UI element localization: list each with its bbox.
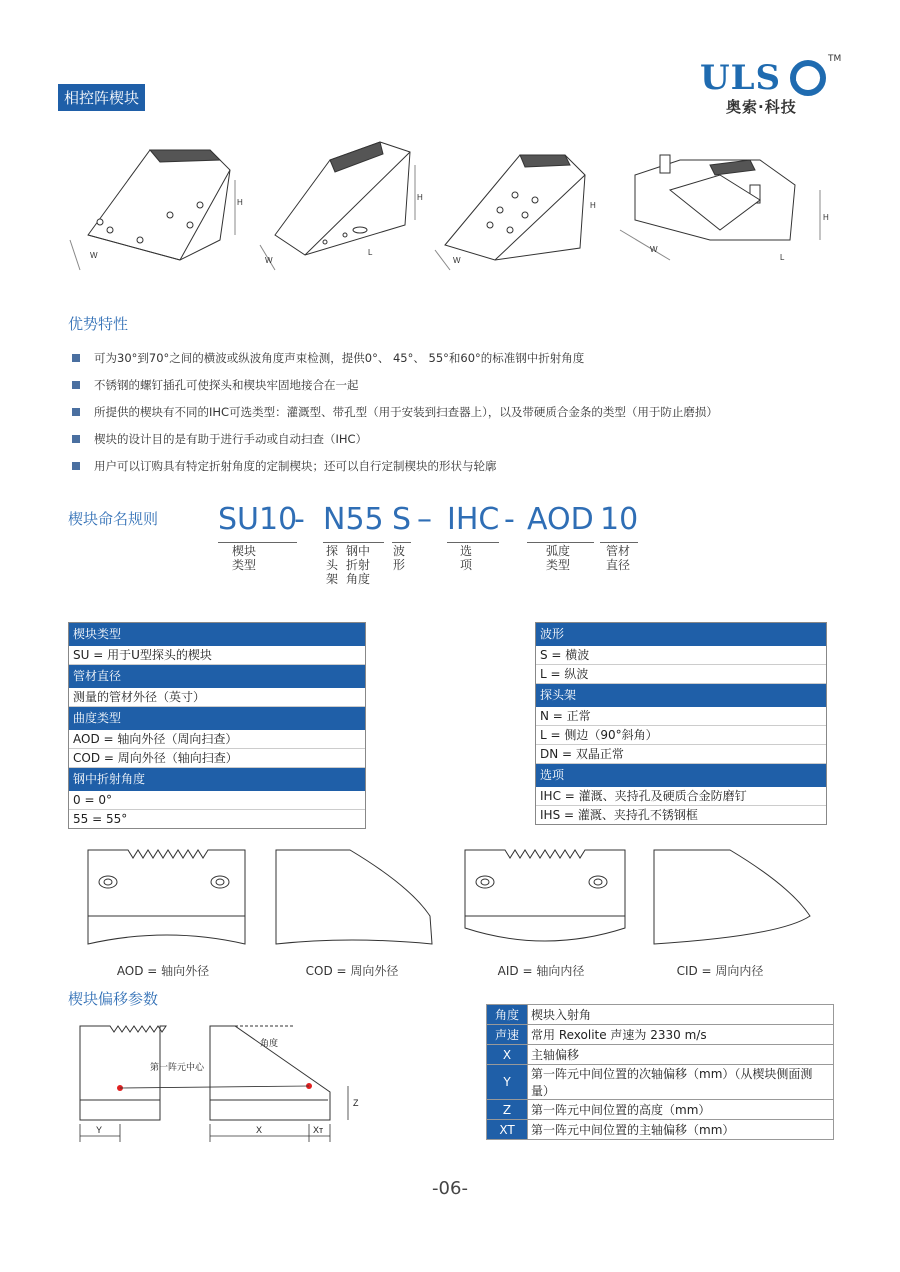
center-label: 第一阵元中心 xyxy=(150,1062,205,1072)
wedge-illustrations xyxy=(60,130,860,290)
list-item: 楔块的设计目的是有助于进行手动或自动扫查（IHC） xyxy=(72,429,872,456)
wedge-drawing-2 xyxy=(260,142,415,270)
label-wedge-type: 楔块 类型 xyxy=(232,544,257,572)
table-row: COD = 周向外径（轴向扫查） xyxy=(69,749,365,768)
dim-w-4: W xyxy=(650,245,658,254)
table-row: 0 = 0° xyxy=(69,791,365,810)
left-spec-table xyxy=(68,622,366,829)
caption-cod: COD = 周向外径 xyxy=(305,964,399,978)
table-row: XT 第一阵元中间位置的主轴偏移（mm） xyxy=(487,1120,834,1140)
code-su10: SU10 xyxy=(218,502,297,537)
x-label: X xyxy=(256,1125,263,1135)
caption-aid: AID = 轴向内径 xyxy=(497,964,585,978)
y-label: Y xyxy=(96,1125,103,1135)
trademark: TM xyxy=(828,54,842,64)
bullet-square-icon xyxy=(72,408,80,416)
label-refraction-angle: 钢中 折射 角度 xyxy=(346,544,371,586)
code-dash-2: – xyxy=(417,502,432,537)
offset-diagram xyxy=(70,1012,370,1152)
table-row: L = 侧边（90°斜角） xyxy=(536,726,826,745)
table-row: 55 = 55° xyxy=(73,812,128,826)
label-wave-type: 波 形 xyxy=(393,544,406,572)
dim-h-1: H xyxy=(237,198,243,207)
advantages-list xyxy=(72,348,872,483)
shape-cid xyxy=(654,850,810,944)
caption-aod: AOD = 轴向外径 xyxy=(116,964,210,978)
wedge-drawing-3 xyxy=(435,155,585,270)
table-row: AOD = 轴向外径（周向扫查） xyxy=(69,730,365,749)
code-s: S xyxy=(392,502,411,537)
table-row: S = 横波 xyxy=(536,646,826,665)
code-dash-1: - xyxy=(294,502,305,537)
dim-w-2: W xyxy=(265,256,273,265)
z-label: Z xyxy=(353,1098,359,1108)
naming-heading: 楔块命名规则 xyxy=(68,510,159,528)
table-row: DN = 双晶正常 xyxy=(536,745,826,764)
table-row: IHC = 灌溉、夹持孔及硬质合金防磨钉 xyxy=(536,787,826,806)
table-row: Z 第一阵元中间位置的高度（mm） xyxy=(487,1100,834,1120)
list-item: 可为30°到70°之间的横波或纵波角度声束检测，提供0°、 45°、 55°和60°的标准钢中折射角度 xyxy=(72,348,872,375)
table-header: 管材直径 xyxy=(69,665,365,688)
table-header: 曲度类型 xyxy=(69,707,365,730)
label-probe-holder: 探 头 架 xyxy=(326,544,339,586)
code-diameter: 10 xyxy=(600,502,638,537)
table-row: 声速 常用 Rexolite 声速为 2330 m/s xyxy=(487,1025,834,1045)
dim-w-1: W xyxy=(90,251,98,260)
list-item: 所提供的楔块有不同的IHC可选类型：灌溉型、带孔型（用于安装到扫查器上），以及带硬质合金条的类型（用于防止磨损） xyxy=(72,402,872,429)
table-row: Y 第一阵元中间位置的次轴偏移（mm）（从楔块侧面测量） xyxy=(487,1065,834,1100)
code-ihc: IHC xyxy=(447,502,499,537)
table-row: SU = 用于U型探头的楔块 xyxy=(69,646,365,665)
dim-h-3: H xyxy=(590,201,596,210)
code-aod: AOD xyxy=(527,502,594,537)
curvature-shapes xyxy=(80,846,820,956)
list-item: 不锈钢的螺钉插孔可使探头和楔块牢固地接合在一起 xyxy=(72,375,872,402)
xt-label: Xт xyxy=(313,1125,324,1135)
offset-heading: 楔块偏移参数 xyxy=(68,990,159,1008)
table-header: 探头架 xyxy=(536,684,826,707)
dim-h-4: H xyxy=(823,213,829,222)
shape-cod xyxy=(276,850,432,944)
page-number: -06- xyxy=(432,1178,468,1199)
dim-l-2: L xyxy=(368,248,373,257)
code-dash-3: - xyxy=(504,502,515,537)
shape-aod xyxy=(88,850,245,944)
table-row: 角度 楔块入射角 xyxy=(487,1005,834,1025)
logo-wave-icon xyxy=(788,60,830,96)
label-curvature-type: 弧度 类型 xyxy=(546,544,571,572)
list-item: 用户可以订购具有特定折射角度的定制楔块；还可以自行定制楔块的形状与轮廓 xyxy=(72,456,872,483)
company-logo xyxy=(700,54,850,118)
right-spec-table xyxy=(535,622,827,825)
table-header: 波形 xyxy=(536,623,826,646)
label-pipe-diameter: 管材 直径 xyxy=(606,544,631,572)
angle-label: 角度 xyxy=(260,1038,279,1048)
code-n55: N55 xyxy=(323,502,384,537)
bullet-square-icon xyxy=(72,462,80,470)
table-row: X 主轴偏移 xyxy=(487,1045,834,1065)
dim-h-2: H xyxy=(417,193,423,202)
bullet-square-icon xyxy=(72,381,80,389)
bullet-square-icon xyxy=(72,354,80,362)
table-header: 楔块类型 xyxy=(69,623,365,646)
page-title: 相控阵楔块 xyxy=(58,84,145,111)
shape-aid xyxy=(465,850,625,941)
caption-cid: CID = 周向内径 xyxy=(676,964,764,978)
table-header: 钢中折射角度 xyxy=(69,768,365,791)
label-option: 选 项 xyxy=(460,544,473,572)
bullet-square-icon xyxy=(72,435,80,443)
logo-subtitle: 奥索·科技 xyxy=(726,98,797,116)
dim-w-3: W xyxy=(453,256,461,265)
offset-parameter-table xyxy=(486,1004,834,1140)
table-row: N = 正常 xyxy=(536,707,826,726)
table-row: 测量的管材外径（英寸） xyxy=(69,688,365,707)
dim-l-4: L xyxy=(780,253,785,262)
table-row: IHS = 灌溉、夹持孔不锈钢框 xyxy=(540,808,698,822)
advantages-heading: 优势特性 xyxy=(68,315,129,333)
table-row: L = 纵波 xyxy=(536,665,826,684)
logo-letters: ULS xyxy=(700,58,782,98)
table-header: 选项 xyxy=(536,764,826,787)
